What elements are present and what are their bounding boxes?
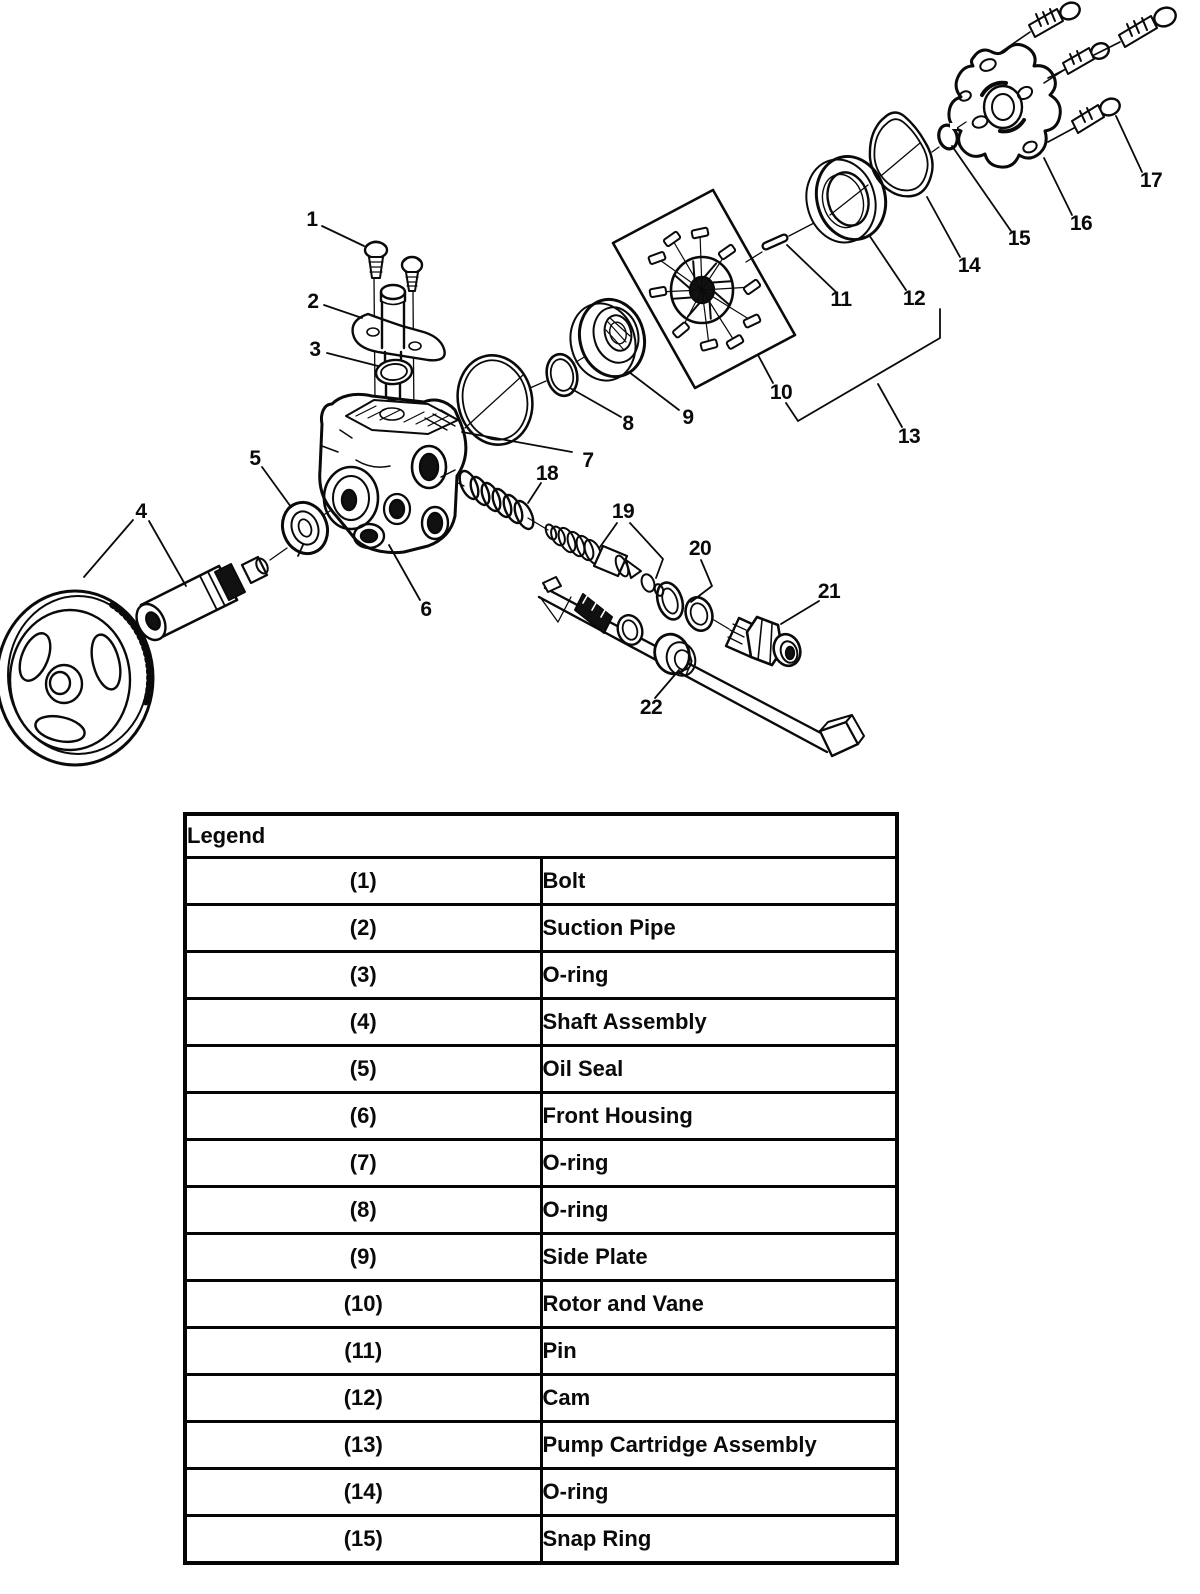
callout-7: 7 xyxy=(582,449,594,472)
callout-15: 15 xyxy=(1007,227,1031,250)
callout-17: 17 xyxy=(1139,169,1163,192)
legend-item-number: (14) xyxy=(185,1469,541,1516)
legend-item-number: (8) xyxy=(185,1187,541,1234)
callout-10: 10 xyxy=(769,381,793,404)
callout-12: 12 xyxy=(902,287,926,310)
legend-item-number: (6) xyxy=(185,1093,541,1140)
mounting-bolt-2 xyxy=(402,257,422,291)
rear-cover-part xyxy=(949,44,1060,167)
legend-item-label: Side Plate xyxy=(541,1234,897,1281)
legend-item-number: (11) xyxy=(185,1328,541,1375)
legend-item-label: Bolt xyxy=(541,858,897,905)
legend-item-label: Pin xyxy=(541,1328,897,1375)
exploded-view-diagram xyxy=(0,0,1200,790)
callout-16: 16 xyxy=(1069,212,1093,235)
callout-9: 9 xyxy=(682,406,694,429)
spring-part xyxy=(456,468,537,532)
callout-5: 5 xyxy=(249,447,261,470)
legend-item-label: Snap Ring xyxy=(541,1516,897,1564)
legend-item-label: Oil Seal xyxy=(541,1046,897,1093)
callout-11: 11 xyxy=(830,288,852,311)
callout-22: 22 xyxy=(639,696,663,719)
legend-item-number: (12) xyxy=(185,1375,541,1422)
legend-item-number: (5) xyxy=(185,1046,541,1093)
legend-row-12 xyxy=(185,1375,897,1422)
legend-item-number: (13) xyxy=(185,1422,541,1469)
shaft-part xyxy=(131,557,270,645)
legend-row-5 xyxy=(185,1046,897,1093)
legend-title: Legend xyxy=(185,814,897,858)
legend-row-2 xyxy=(185,905,897,952)
legend-header-row xyxy=(185,814,897,858)
callout-21: 21 xyxy=(817,580,841,603)
legend-row-9 xyxy=(185,1234,897,1281)
side-plate-part xyxy=(562,292,653,388)
cam-part xyxy=(797,149,894,251)
pulley-part xyxy=(0,591,153,765)
legend-item-number: (15) xyxy=(185,1516,541,1564)
legend-item-label: O-ring xyxy=(541,1187,897,1234)
callout-3: 3 xyxy=(309,338,321,361)
cover-bolt-1 xyxy=(998,0,1082,54)
legend-item-label: O-ring xyxy=(541,952,897,999)
pipe-oring-part xyxy=(375,358,413,386)
legend-item-label: Suction Pipe xyxy=(541,905,897,952)
legend-row-3 xyxy=(185,952,897,999)
callout-8: 8 xyxy=(622,412,634,435)
legend-row-4 xyxy=(185,999,897,1046)
legend-item-number: (7) xyxy=(185,1140,541,1187)
callout-14: 14 xyxy=(957,254,981,277)
callout-20: 20 xyxy=(688,537,712,560)
legend-item-label: Pump Cartridge Assembly xyxy=(541,1422,897,1469)
legend-row-8 xyxy=(185,1187,897,1234)
leader-lines xyxy=(84,116,1142,698)
legend-item-label: O-ring xyxy=(541,1469,897,1516)
legend-item-label: Cam xyxy=(541,1375,897,1422)
callout-6: 6 xyxy=(420,598,432,621)
legend-item-label: O-ring xyxy=(541,1140,897,1187)
legend-item-number: (1) xyxy=(185,858,541,905)
callout-4: 4 xyxy=(135,500,147,523)
front-housing-part xyxy=(320,394,466,552)
legend-row-11 xyxy=(185,1328,897,1375)
callout-19: 19 xyxy=(611,500,635,523)
legend-item-label: Shaft Assembly xyxy=(541,999,897,1046)
callout-18: 18 xyxy=(535,462,559,485)
legend-item-number: (2) xyxy=(185,905,541,952)
legend-item-number: (3) xyxy=(185,952,541,999)
legend-row-15 xyxy=(185,1516,897,1564)
legend-item-label: Front Housing xyxy=(541,1093,897,1140)
legend-row-1 xyxy=(185,858,897,905)
cartridge-oring-part xyxy=(870,112,933,196)
cover-bolt-3 xyxy=(1044,40,1111,83)
snap-ring-part xyxy=(936,123,960,151)
pin-part xyxy=(766,238,784,246)
legend-row-6 xyxy=(185,1093,897,1140)
legend-item-number: (4) xyxy=(185,999,541,1046)
connector-part xyxy=(726,617,804,669)
callout-2: 2 xyxy=(307,290,319,313)
legend-row-10 xyxy=(185,1281,897,1328)
mounting-bolt-1 xyxy=(365,242,387,279)
legend-item-label: Rotor and Vane xyxy=(541,1281,897,1328)
legend-table xyxy=(183,812,899,1565)
callout-13: 13 xyxy=(897,425,921,448)
legend-row-7 xyxy=(185,1140,897,1187)
legend-row-13 xyxy=(185,1422,897,1469)
legend-item-number: (10) xyxy=(185,1281,541,1328)
diagram-artwork xyxy=(0,0,1200,790)
legend-item-number: (9) xyxy=(185,1234,541,1281)
legend-row-14 xyxy=(185,1469,897,1516)
callout-1: 1 xyxy=(306,208,318,231)
